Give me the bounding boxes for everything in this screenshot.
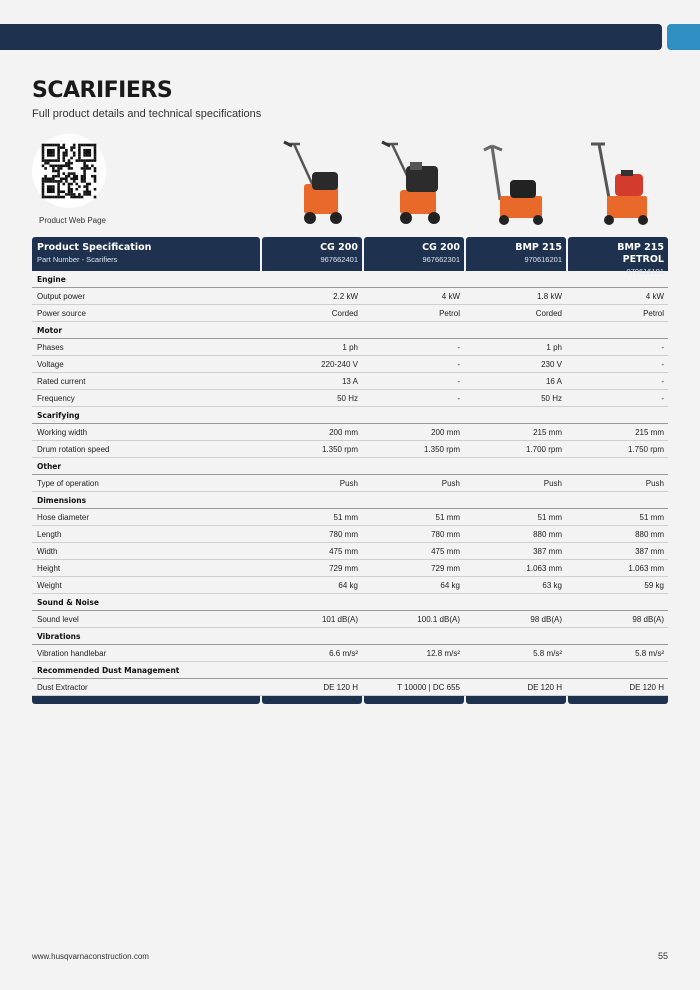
spec-value: 1 ph xyxy=(546,342,562,352)
table-row xyxy=(32,475,668,492)
spec-label: Length xyxy=(37,529,62,539)
spec-value: - xyxy=(457,359,460,369)
footer-bar xyxy=(466,696,566,704)
table-row xyxy=(32,305,668,322)
scarifier-bmp215-image xyxy=(470,136,560,228)
table-row xyxy=(32,543,668,560)
spec-value: - xyxy=(661,359,664,369)
spec-label: Height xyxy=(37,563,61,573)
spec-value: 220-240 V xyxy=(321,359,358,369)
product-name: BMP 215 PETROL xyxy=(617,242,664,265)
spec-value: 780 mm xyxy=(329,529,358,539)
spec-value: - xyxy=(457,376,460,386)
header-subtitle: Part Number - Scarifiers xyxy=(37,255,118,264)
table-row xyxy=(32,373,668,390)
footer-bar xyxy=(262,696,362,704)
spec-value: Push xyxy=(441,478,460,488)
category-row xyxy=(32,322,668,339)
footer-bar xyxy=(364,696,464,704)
spec-value: 1.8 kW xyxy=(537,291,562,301)
qr-code-icon[interactable] xyxy=(32,134,106,208)
spec-value: 387 mm xyxy=(533,546,562,556)
footer-bar xyxy=(568,696,668,704)
spec-value: 50 Hz xyxy=(541,393,562,403)
spec-value: 880 mm xyxy=(635,529,664,539)
spec-value: 1.350 rpm xyxy=(321,444,358,454)
table-row xyxy=(32,441,668,458)
spec-value: 1.063 mm xyxy=(628,563,664,573)
category-label: Dimensions xyxy=(37,495,87,505)
spec-value: 64 kg xyxy=(338,580,358,590)
spec-value: DE 120 H xyxy=(629,682,664,692)
spec-value: Push xyxy=(339,478,358,488)
spec-value: 50 Hz xyxy=(337,393,358,403)
footer-bar xyxy=(32,696,260,704)
spec-label: Hose diameter xyxy=(37,512,90,522)
spec-value: 880 mm xyxy=(533,529,562,539)
spec-label: Vibration handlebar xyxy=(37,648,107,658)
table-row xyxy=(32,390,668,407)
page-title: SCARIFIERS xyxy=(32,78,173,103)
spec-label: Sound level xyxy=(37,614,79,624)
header-product-1 xyxy=(262,237,362,271)
spec-value: - xyxy=(661,393,664,403)
spec-value: 16 A xyxy=(545,376,562,386)
category-label: Motor xyxy=(37,325,63,335)
spec-value: 4 kW xyxy=(645,291,664,301)
spec-value: 51 mm xyxy=(333,512,358,522)
spec-table-body xyxy=(32,271,668,696)
spec-value: 6.6 m/s² xyxy=(329,648,358,658)
category-label: Other xyxy=(37,461,62,471)
spec-value: 475 mm xyxy=(431,546,460,556)
product-part-number: 967662401 xyxy=(320,255,358,264)
spec-value: 215 mm xyxy=(635,427,664,437)
table-row xyxy=(32,509,668,526)
spec-value: 780 mm xyxy=(431,529,460,539)
category-label: Scarifying xyxy=(37,410,80,420)
product-part-number: 970616201 xyxy=(524,255,562,264)
spec-value: Corded xyxy=(331,308,358,318)
spec-value: 13 A xyxy=(341,376,358,386)
product-part-number: 970616101 xyxy=(626,267,664,276)
spec-value: 2.2 kW xyxy=(333,291,358,301)
category-row xyxy=(32,628,668,645)
spec-label: Drum rotation speed xyxy=(37,444,110,454)
qr-label: Product Web Page xyxy=(39,216,107,225)
spec-table xyxy=(32,237,668,704)
table-row xyxy=(32,288,668,305)
spec-value: 5.8 m/s² xyxy=(635,648,664,658)
spec-value: 64 kg xyxy=(440,580,460,590)
spec-label: Weight xyxy=(37,580,62,590)
spec-value: 1.700 rpm xyxy=(525,444,562,454)
spec-value: T 10000 | DC 655 xyxy=(397,682,460,692)
category-row xyxy=(32,662,668,679)
table-row xyxy=(32,424,668,441)
spec-value: 1.063 mm xyxy=(526,563,562,573)
spec-value: 729 mm xyxy=(431,563,460,573)
header-product-2 xyxy=(364,237,464,271)
spec-value: 4 kW xyxy=(441,291,460,301)
spec-label: Dust Extractor xyxy=(37,682,88,692)
category-label: Recommended Dust Management xyxy=(37,665,180,675)
spec-value: - xyxy=(457,342,460,352)
category-label: Engine xyxy=(37,274,66,284)
spec-value: - xyxy=(457,393,460,403)
category-row xyxy=(32,594,668,611)
header-spec-cell xyxy=(32,237,260,271)
spec-value: 1.750 rpm xyxy=(627,444,664,454)
table-row xyxy=(32,526,668,543)
product-name: CG 200 xyxy=(422,242,460,253)
spec-value: 63 kg xyxy=(542,580,562,590)
spec-label: Rated current xyxy=(37,376,86,386)
table-row xyxy=(32,611,668,628)
product-name: BMP 215 xyxy=(515,242,562,253)
spec-value: Petrol xyxy=(643,308,664,318)
spec-value: 51 mm xyxy=(435,512,460,522)
spec-value: Push xyxy=(645,478,664,488)
table-row xyxy=(32,356,668,373)
spec-value: 12.8 m/s² xyxy=(426,648,460,658)
spec-value: 51 mm xyxy=(639,512,664,522)
spec-value: Petrol xyxy=(439,308,460,318)
table-row xyxy=(32,560,668,577)
category-row xyxy=(32,492,668,509)
top-banner-tab xyxy=(667,24,700,50)
spec-value: 1 ph xyxy=(342,342,358,352)
spec-value: 200 mm xyxy=(329,427,358,437)
spec-value: 230 V xyxy=(541,359,562,369)
category-label: Vibrations xyxy=(37,631,81,641)
spec-label: Frequency xyxy=(37,393,75,403)
scarifier-bmp215-petrol-image xyxy=(577,136,667,228)
page-subtitle: Full product details and technical specifications xyxy=(32,108,262,120)
spec-table-footer xyxy=(32,696,668,704)
product-part-number: 967662301 xyxy=(422,255,460,264)
spec-value: 215 mm xyxy=(533,427,562,437)
category-row xyxy=(32,458,668,475)
spec-label: Output power xyxy=(37,291,86,301)
spec-label: Power source xyxy=(37,308,86,318)
scarifier-cg200-petrol-image xyxy=(370,136,460,228)
spec-value: 98 dB(A) xyxy=(632,614,664,624)
spec-value: Corded xyxy=(535,308,562,318)
spec-value: 200 mm xyxy=(431,427,460,437)
spec-value: 475 mm xyxy=(329,546,358,556)
table-row xyxy=(32,679,668,696)
spec-value: 98 dB(A) xyxy=(530,614,562,624)
spec-label: Type of operation xyxy=(37,478,99,488)
spec-label: Voltage xyxy=(37,359,64,369)
header-title: Product Specification xyxy=(37,242,152,253)
category-label: Sound & Noise xyxy=(37,597,99,607)
page-number: 55 xyxy=(657,951,668,961)
header-product-3 xyxy=(466,237,566,271)
spec-value: - xyxy=(661,376,664,386)
spec-value: 101 dB(A) xyxy=(321,614,358,624)
spec-value: DE 120 H xyxy=(323,682,358,692)
table-row xyxy=(32,645,668,662)
spec-value: 100.1 dB(A) xyxy=(417,614,460,624)
spec-label: Working width xyxy=(37,427,88,437)
spec-value: 729 mm xyxy=(329,563,358,573)
spec-value: 51 mm xyxy=(537,512,562,522)
top-banner xyxy=(0,24,662,50)
spec-value: DE 120 H xyxy=(527,682,562,692)
spec-value: - xyxy=(661,342,664,352)
spec-value: 5.8 m/s² xyxy=(533,648,562,658)
spec-table-header xyxy=(32,237,668,276)
table-row xyxy=(32,339,668,356)
spec-value: 387 mm xyxy=(635,546,664,556)
spec-value: 1.350 rpm xyxy=(423,444,460,454)
scarifier-cg200-electric-image xyxy=(270,136,360,228)
category-row xyxy=(32,407,668,424)
spec-value: Push xyxy=(543,478,562,488)
footer-url[interactable]: www.husqvarnaconstruction.com xyxy=(32,952,149,961)
spec-value: 59 kg xyxy=(644,580,664,590)
product-name: CG 200 xyxy=(320,242,358,253)
spec-label: Phases xyxy=(37,342,64,352)
spec-label: Width xyxy=(37,546,58,556)
header-product-4 xyxy=(568,237,668,276)
table-row xyxy=(32,577,668,594)
